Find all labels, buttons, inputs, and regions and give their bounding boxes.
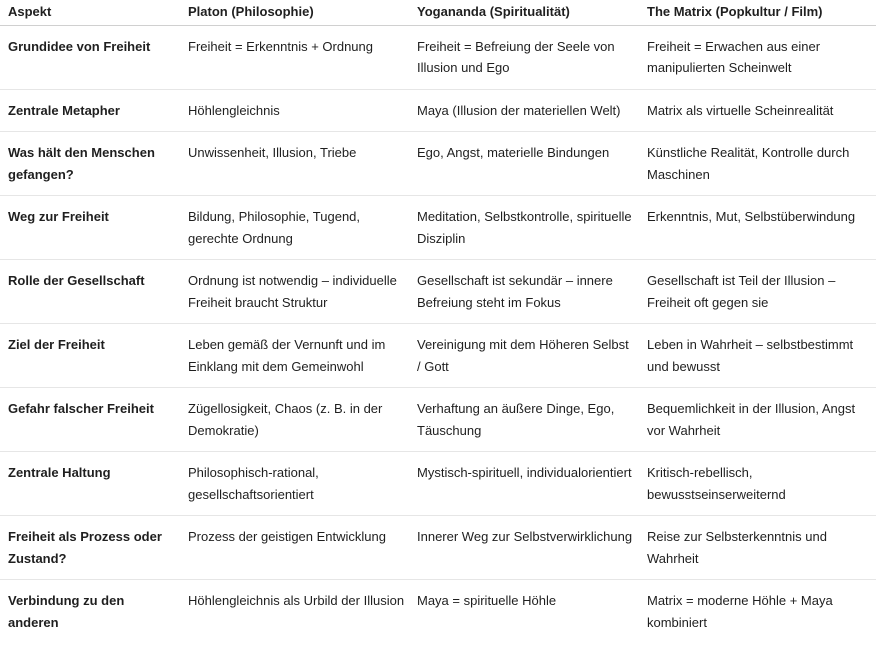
header-yogananda: Yogananda (Spiritualität): [409, 0, 639, 25]
cell-matrix: Gesellschaft ist Teil der Illusion – Freiheit oft gegen sie: [639, 260, 876, 324]
table-row: [0, 260, 876, 324]
cell-platon: Höhlengleichnis: [180, 89, 409, 132]
cell-aspect: Freiheit als Prozess oder Zustand?: [0, 516, 180, 580]
cell-platon: Ordnung ist notwendig – individuelle Freiheit braucht Struktur: [180, 260, 409, 324]
cell-yogananda: Innerer Weg zur Selbstverwirklichung: [409, 516, 639, 580]
cell-matrix: Reise zur Selbsterkenntnis und Wahrheit: [639, 516, 876, 580]
cell-aspect: Ziel der Freiheit: [0, 324, 180, 388]
table-row: [0, 516, 876, 580]
cell-matrix: Bequemlichkeit in der Illusion, Angst vor Wahrheit: [639, 388, 876, 452]
cell-platon: Philosophisch-rational, gesellschaftsorientiert: [180, 452, 409, 516]
cell-matrix: Erkenntnis, Mut, Selbstüberwindung: [639, 196, 876, 260]
cell-matrix: Matrix = moderne Höhle + Maya kombiniert: [647, 593, 833, 630]
header-matrix: The Matrix (Popkultur / Film): [639, 0, 876, 25]
cell-matrix: Matrix als virtuelle Scheinrealität: [639, 89, 876, 132]
table-row: [0, 388, 876, 452]
cell-platon: Höhlengleichnis als Urbild der Illusion: [188, 593, 405, 608]
table-row: [0, 580, 876, 644]
cell-aspect: Zentrale Metapher: [0, 89, 180, 132]
cell-platon: Leben gemäß der Vernunft und im Einklang mit dem Gemeinwohl: [180, 324, 409, 388]
cell-yogananda: Freiheit = Befreiung der Seele von Illusion und Ego: [409, 25, 639, 89]
cell-aspect: Rolle der Gesellschaft: [0, 260, 180, 324]
header-aspekt: Aspekt: [0, 0, 180, 25]
header-row: [0, 0, 876, 25]
cell-aspect: Grundidee von Freiheit: [0, 25, 180, 89]
cell-platon: Bildung, Philosophie, Tugend, gerechte Ordnung: [180, 196, 409, 260]
cell-yogananda: Meditation, Selbstkontrolle, spirituelle Disziplin: [409, 196, 639, 260]
cell-matrix: Künstliche Realität, Kontrolle durch Maschinen: [639, 132, 876, 196]
cell-aspect: Weg zur Freiheit: [0, 196, 180, 260]
table-row: [0, 25, 876, 89]
cell-platon: Freiheit = Erkenntnis + Ordnung: [180, 25, 409, 89]
cell-yogananda: Gesellschaft ist sekundär – innere Befreiung steht im Fokus: [409, 260, 639, 324]
cell-matrix: Kritisch-rebellisch, bewusstseinserweiternd: [639, 452, 876, 516]
cell-platon: Zügellosigkeit, Chaos (z. B. in der Demokratie): [180, 388, 409, 452]
cell-platon: Unwissenheit, Illusion, Triebe: [180, 132, 409, 196]
table-body: [0, 25, 876, 643]
table-row: [0, 196, 876, 260]
cell-matrix: Leben in Wahrheit – selbstbestimmt und bewusst: [639, 324, 876, 388]
table-row: [0, 132, 876, 196]
table-row: [0, 89, 876, 132]
table-row: [0, 452, 876, 516]
cell-yogananda: Mystisch-spirituell, individualorientiert: [409, 452, 639, 516]
cell-aspect: Verbindung zu den anderen: [8, 593, 125, 630]
cell-yogananda: Maya = spirituelle Höhle: [417, 593, 557, 608]
cell-platon: Prozess der geistigen Entwicklung: [180, 516, 409, 580]
header-platon: Platon (Philosophie): [180, 0, 409, 25]
table-row: [0, 324, 876, 388]
table-header: [0, 0, 876, 25]
cell-yogananda: Maya (Illusion der materiellen Welt): [409, 89, 639, 132]
cell-matrix: Freiheit = Erwachen aus einer manipulierten Scheinwelt: [639, 25, 876, 89]
cell-yogananda: Vereinigung mit dem Höheren Selbst / Gott: [409, 324, 639, 388]
cell-aspect: Gefahr falscher Freiheit: [0, 388, 180, 452]
cell-yogananda: Ego, Angst, materielle Bindungen: [409, 132, 639, 196]
cell-aspect: Zentrale Haltung: [0, 452, 180, 516]
cell-yogananda: Verhaftung an äußere Dinge, Ego, Täuschung: [409, 388, 639, 452]
cell-aspect: Was hält den Menschen gefangen?: [0, 132, 180, 196]
